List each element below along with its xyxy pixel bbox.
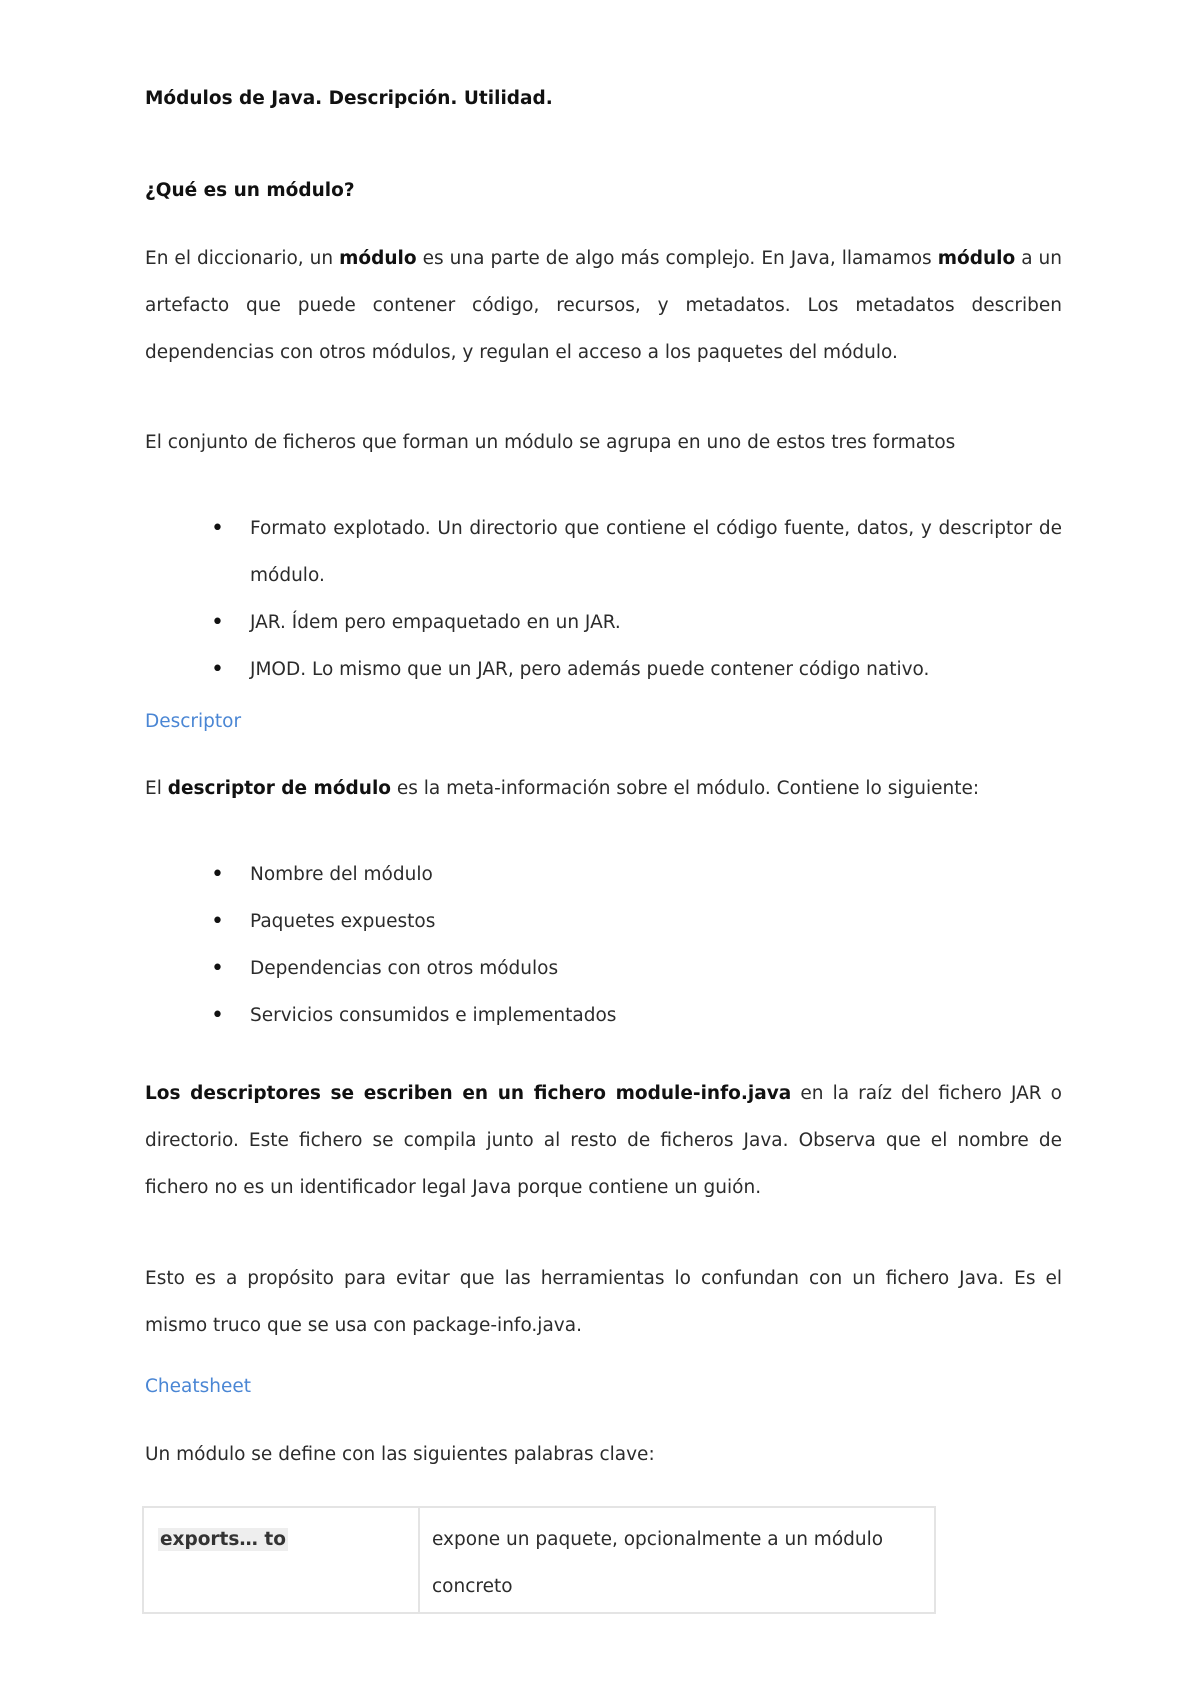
text-run: En el diccionario, un [145, 248, 340, 269]
formats-list [145, 505, 1062, 693]
paragraph-descriptor-intro [145, 765, 1062, 812]
text-run: en la raíz del fichero JAR o directorio. Este fichero se compila junto al resto de ficheros Java. Observa que el nombre de fichero no es un identificador legal Java porque contiene un guión. [145, 1083, 1063, 1198]
list-item: • Servicios consumidos e implementados [145, 992, 1062, 1039]
list-item: • Formato explotado. Un directorio que contiene el código fuente, datos, y descriptor de módulo. [145, 505, 1062, 599]
paragraph-keywords-intro: Un módulo se define con las siguientes palabras clave: [145, 1444, 655, 1465]
paragraph-formats-intro: El conjunto de ficheros que forman un módulo se agrupa en uno de estos tres formatos [145, 432, 956, 453]
section-heading-que-es: ¿Qué es un módulo? [145, 180, 355, 201]
paragraph-module-info [145, 1070, 1062, 1211]
section-heading-descriptor: Descriptor [145, 711, 242, 732]
bold-term: Los descriptores se escriben en un fichero module-info.java [145, 1083, 792, 1104]
list-item: • Nombre del módulo [145, 851, 1062, 898]
list-item: • JMOD. Lo mismo que un JAR, pero además puede contener código nativo. [145, 646, 1062, 693]
paragraph-definition [145, 235, 1062, 376]
document-title: Módulos de Java. Descripción. Utilidad. [145, 88, 553, 109]
list-item: • Dependencias con otros módulos [145, 945, 1062, 992]
text-run: es una parte de algo más complejo. En Java, llamamos [416, 248, 938, 269]
descriptor-contents-list [145, 851, 1062, 1039]
cheatsheet-table [142, 1506, 936, 1614]
bold-term: módulo [937, 248, 1016, 269]
list-item: • Paquetes expuestos [145, 898, 1062, 945]
keyword-cell [143, 1507, 419, 1613]
keyword-code: exports… to [160, 1529, 286, 1550]
paragraph-purpose: Esto es a propósito para evitar que las herramientas lo confundan con un fichero Java. Es el mismo truco que se usa con package-info.java. [145, 1268, 1062, 1336]
list-item: • JAR. Ídem pero empaquetado en un JAR. [145, 599, 1062, 646]
bold-term: descriptor de módulo [167, 778, 391, 799]
description-cell: expone un paquete, opcionalmente a un módulo concreto [419, 1507, 935, 1613]
text-run: es la meta-información sobre el módulo. Contiene lo siguiente: [391, 778, 980, 799]
bold-term: módulo [339, 248, 417, 269]
text-run: a un artefacto que puede contener código, recursos, y metadatos. Los metadatos describen dependencias con otros módulos, y regulan el acceso a los paquetes del módulo. [145, 248, 1062, 363]
text-run: El [145, 778, 168, 799]
table-row [143, 1507, 935, 1613]
section-heading-cheatsheet: Cheatsheet [145, 1376, 251, 1397]
